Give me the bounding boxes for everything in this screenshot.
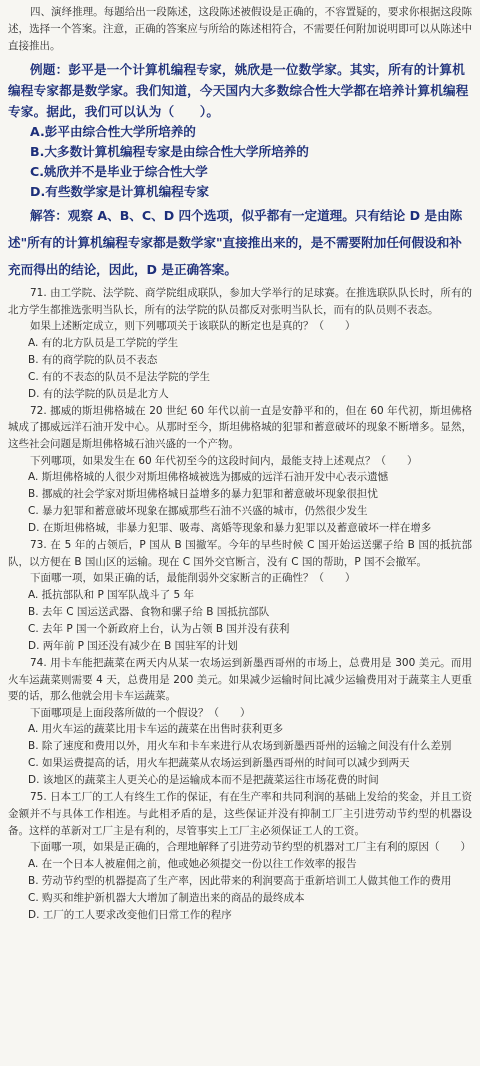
example-option-c: C.姚欣并不是毕业于综合性大学 <box>30 164 208 179</box>
question-71-option-d: D. 有的法学院的队员是北方人 <box>28 387 169 400</box>
question-73-prompt: 下面哪一项，如果正确的话，最能削弱外交家断言的正确性？（ ） <box>30 572 356 585</box>
question-74-stem: 74. 用卡车能把蔬菜在两天内从某一农场运到新墨西哥州的市场上，总费用是 300 美元。而用火车运蔬菜则需要 4 天，总费用是 200 美元。如果减少运输时间比减少运输费用对于蔬菜主人更重要的话，那么他就会用卡车运蔬菜。 <box>8 656 472 703</box>
question-72-prompt: 下列哪项，如果发生在 60 年代初至今的这段时间内，最能支持上述观点？（ ） <box>30 454 418 467</box>
question-73-stem: 73. 在 5 年的占领后，P 国从 B 国撤军。今年的早些时候 C 国开始运送骡子给 B 国的抵抗部队，以方便在 B 国山区的运输。现在 C 国外交官断言，没有 C 国的帮助，P 国不会撤军。 <box>8 539 472 568</box>
question-75-prompt: 下面哪一项，如果是正确的，合理地解释了引进劳动节约型的机器对工厂主有利的原因（ ） <box>30 841 471 854</box>
question-75-option-b: B. 劳动节约型的机器提高了生产率，因此带来的利润要高于重新培训工人做其他工作的费用 <box>28 874 452 887</box>
question-71-option-c: C. 有的不表态的队员不是法学院的学生 <box>28 370 211 383</box>
question-74-option-b: B. 除了速度和费用以外，用火车和卡车来进行从农场到新墨西哥州的运输之间没有什么差别 <box>28 740 452 753</box>
question-71-stem: 71. 由工学院、法学院、商学院组成联队，参加大学举行的足球赛。在推选联队队长时，所有的北方学生都推选张明当队长，所有的法学院的队员都反对张明当队长，而有的队员则不表态。 <box>8 287 472 316</box>
question-71-prompt: 如果上述断定成立，则下列哪项关于该联队的断定也是真的？（ ） <box>30 320 356 333</box>
example-option-a: A.彭平由综合性大学所培养的 <box>30 124 196 139</box>
question-75-stem: 75. 日本工厂的工人有终生工作的保证，有在生产率和共同利润的基础上发给的奖金，并且工资金额并不与具体工作相连。与此相矛盾的是，这些保证并没有抑制工厂主引进劳动节约型的机器设备。这样的革新对工厂主是有利的，尽管事实上工厂主必须保证工人的工资。 <box>8 791 472 837</box>
question-75-option-c: C. 购买和维护新机器大大增加了制造出来的商品的最终成本 <box>28 891 305 904</box>
example-stem: 例题：彭平是一个计算机编程专家，姚欣是一位数学家。其实，所有的计算机编程专家都是数学家。我们知道，今天国内大多数综合性大学都在培养计算机编程专家。据此，我们可以认为（ ）。 <box>8 62 469 119</box>
question-73-option-c: C. 去年 P 国一个新政府上台，认为占领 B 国并没有获利 <box>28 622 290 635</box>
question-74-option-d: D. 该地区的蔬菜主人更关心的是运输成本而不是把蔬菜运往市场花费的时间 <box>28 774 379 787</box>
example-answer: 解答：观察 A、B、C、D 四个选项，似乎都有一定道理。只有结论 D 是由陈述"所有的计算机编程专家都是数学家"直接推出来的，是不需要附加任何假设和补充而得出的结论，因此，D 是正确答案。 <box>8 208 463 277</box>
question-74-option-c: C. 如果运费提高的话，用火车把蔬菜从农场运到新墨西哥州的时间可以减少到两天 <box>28 757 410 770</box>
section-intro: 四、演绎推理。每题给出一段陈述，这段陈述被假设是正确的，不容置疑的，要求你根据这段陈述，选择一个答案。注意，正确的答案应与所给的陈述相符合，不需要任何附加说明即可以从陈述中直接推出。 <box>8 6 472 52</box>
question-74-option-a: A. 用火车运的蔬菜比用卡车运的蔬菜在出售时获利更多 <box>28 723 284 736</box>
question-72-option-d: D. 在斯坦佛格城，非暴力犯罪、吸毒、离婚等现象和暴力犯罪以及蓄意破坏一样在增多 <box>28 522 432 535</box>
question-72-option-a: A. 斯坦佛格城的人很少对斯坦佛格城被选为挪威的远洋石油开发中心表示遗憾 <box>28 471 389 484</box>
question-71-option-a: A. 有的北方队员是工学院的学生 <box>28 336 179 349</box>
example-option-d: D.有些数学家是计算机编程专家 <box>30 184 209 199</box>
question-75-option-d: D. 工厂的工人要求改变他们日常工作的程序 <box>28 908 232 921</box>
question-72-stem: 72. 挪威的斯坦佛格城在 20 世纪 60 年代以前一直是安静平和的，但在 60 年代初，斯坦佛格城成了挪威远洋石油开发中心。从那时至今，斯坦佛格城的犯罪和蓄意破坏的现象不断增多。显然，这些社会问题是斯坦佛格城石油兴盛的一个产物。 <box>8 404 472 450</box>
question-72-option-b: B. 挪威的社会学家对斯坦佛格城日益增多的暴力犯罪和蓄意破坏现象很担忧 <box>28 488 378 501</box>
question-75-option-a: A. 在一个日本人被雇佣之前，他或她必须提交一份以往工作效率的报告 <box>28 857 357 870</box>
question-72-option-c: C. 暴力犯罪和蓄意破坏现象在挪威那些石油不兴盛的城市，仍然很少发生 <box>28 505 368 518</box>
example-option-b: B.大多数计算机编程专家是由综合性大学所培养的 <box>30 144 309 159</box>
question-73-option-d: D. 两年前 P 国还没有减少在 B 国驻军的计划 <box>28 639 238 652</box>
question-71-option-b: B. 有的商学院的队员不表态 <box>28 353 158 366</box>
question-73-option-b: B. 去年 C 国运送武器、食物和骡子给 B 国抵抗部队 <box>28 605 270 618</box>
question-74-prompt: 下面哪项是上面段落所做的一个假设？（ ） <box>30 706 251 719</box>
question-73-option-a: A. 抵抗部队和 P 国军队战斗了 5 年 <box>28 588 195 601</box>
